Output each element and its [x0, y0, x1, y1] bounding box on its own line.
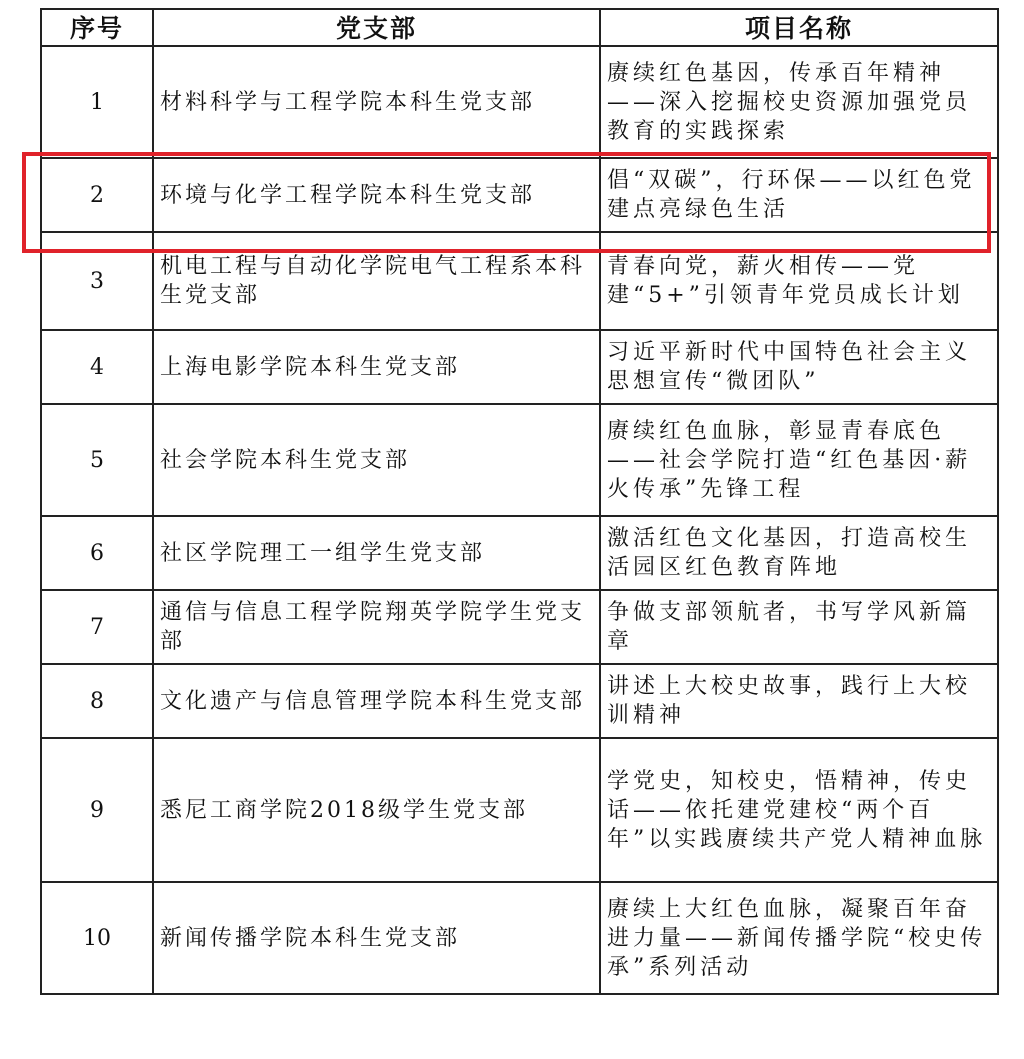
row-project: 激活红色文化基因，打造高校生活园区红色教育阵地 [600, 516, 998, 590]
row-project: 习近平新时代中国特色社会主义思想宣传“微团队” [600, 330, 998, 404]
row-project: 争做支部领航者，书写学风新篇章 [600, 590, 998, 664]
project-table [40, 8, 999, 995]
row-index: 4 [41, 330, 153, 404]
table-row [41, 738, 998, 882]
row-index: 9 [41, 738, 153, 882]
row-project: 讲述上大校史故事，践行上大校训精神 [600, 664, 998, 738]
header-row [41, 9, 998, 46]
row-index: 8 [41, 664, 153, 738]
row-index: 6 [41, 516, 153, 590]
table-row [41, 404, 998, 516]
table-row [41, 46, 998, 158]
row-project: 学党史，知校史，悟精神，传史话——依托建党建校“两个百年”以实践赓续共产党人精神血脉 [600, 738, 998, 882]
table-row [41, 590, 998, 664]
row-project: 赓续红色血脉，彰显青春底色——社会学院打造“红色基因·薪火传承”先锋工程 [600, 404, 998, 516]
row-index: 3 [41, 232, 153, 330]
row-index: 5 [41, 404, 153, 516]
row-branch: 材料科学与工程学院本科生党支部 [153, 46, 600, 158]
row-branch: 上海电影学院本科生党支部 [153, 330, 600, 404]
row-branch: 机电工程与自动化学院电气工程系本科生党支部 [153, 232, 600, 330]
table-row [41, 882, 998, 994]
row-project: 青春向党，薪火相传——党建“5+”引领青年党员成长计划 [600, 232, 998, 330]
table-row [41, 232, 998, 330]
row-project: 赓续上大红色血脉，凝聚百年奋进力量——新闻传播学院“校史传承”系列活动 [600, 882, 998, 994]
row-branch: 悉尼工商学院2018级学生党支部 [153, 738, 600, 882]
table-row [41, 516, 998, 590]
table-row [41, 330, 998, 404]
row-index: 1 [41, 46, 153, 158]
header-branch: 党支部 [153, 9, 600, 46]
row-index: 10 [41, 882, 153, 994]
row-index: 2 [41, 158, 153, 232]
row-index: 7 [41, 590, 153, 664]
table-row [41, 158, 998, 232]
header-project: 项目名称 [600, 9, 998, 46]
row-branch: 文化遗产与信息管理学院本科生党支部 [153, 664, 600, 738]
row-project: 倡“双碳”，行环保——以红色党建点亮绿色生活 [600, 158, 998, 232]
table-row [41, 664, 998, 738]
row-branch: 通信与信息工程学院翔英学院学生党支部 [153, 590, 600, 664]
row-branch: 环境与化学工程学院本科生党支部 [153, 158, 600, 232]
row-branch: 社会学院本科生党支部 [153, 404, 600, 516]
row-branch: 社区学院理工一组学生党支部 [153, 516, 600, 590]
header-index: 序号 [41, 9, 153, 46]
row-branch: 新闻传播学院本科生党支部 [153, 882, 600, 994]
row-project: 赓续红色基因，传承百年精神——深入挖掘校史资源加强党员教育的实践探索 [600, 46, 998, 158]
